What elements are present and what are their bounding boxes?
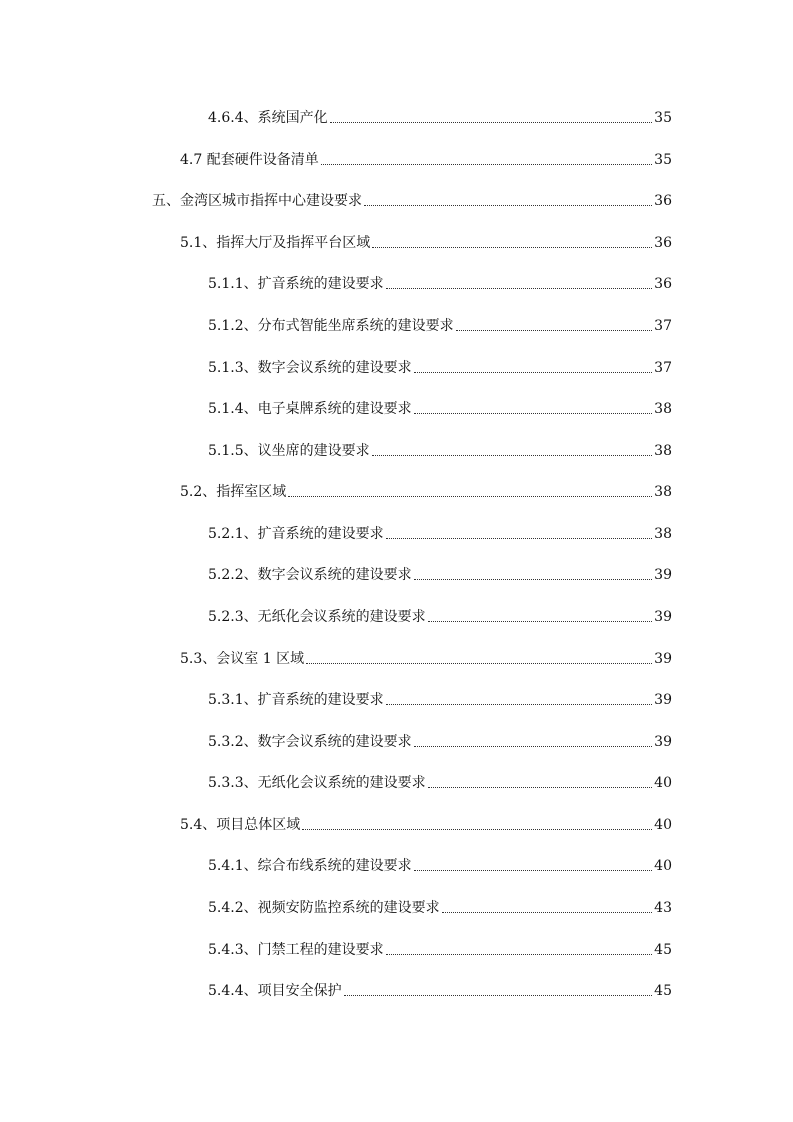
toc-entry-title: 5.4.2、视频安防监控系统的建设要求 xyxy=(208,900,440,916)
toc-entry-title: 5.4.4、项目安全保护 xyxy=(208,983,342,999)
toc-leader-dots xyxy=(306,663,652,664)
toc-entry-title: 5.1.1、扩音系统的建设要求 xyxy=(208,276,384,292)
toc-entry-page: 45 xyxy=(654,983,672,999)
toc-entry[interactable] xyxy=(180,229,672,253)
toc-entry-page: 39 xyxy=(654,651,672,667)
toc-entry-page: 35 xyxy=(654,110,672,126)
toc-leader-dots xyxy=(414,579,653,580)
toc-entry-page: 40 xyxy=(654,775,672,791)
toc-entry[interactable] xyxy=(180,645,672,669)
toc-leader-dots xyxy=(414,372,653,373)
toc-entry-title: 五、金湾区城市指挥中心建设要求 xyxy=(152,193,362,209)
toc-entry-title: 5.1、指挥大厅及指挥平台区域 xyxy=(180,235,371,251)
toc-entry[interactable] xyxy=(208,894,672,918)
toc-entry-title: 5.4、项目总体区域 xyxy=(180,817,301,833)
toc-entry[interactable] xyxy=(208,561,672,585)
toc-entry-page: 38 xyxy=(654,526,672,542)
toc-entry[interactable] xyxy=(208,437,672,461)
toc-entry-page: 37 xyxy=(654,318,672,334)
toc-entry[interactable] xyxy=(208,769,672,793)
toc-entry-page: 40 xyxy=(654,858,672,874)
toc-leader-dots xyxy=(386,704,653,705)
toc-entry[interactable] xyxy=(208,270,672,294)
toc-entry-title: 5.1.5、议坐席的建设要求 xyxy=(208,443,370,459)
toc-leader-dots xyxy=(386,954,653,955)
toc-entry[interactable] xyxy=(208,312,672,336)
toc-entry[interactable] xyxy=(152,187,672,211)
toc-entry-title: 5.1.3、数字会议系统的建设要求 xyxy=(208,360,412,376)
toc-entry[interactable] xyxy=(208,936,672,960)
toc-entry[interactable] xyxy=(208,354,672,378)
toc-entry[interactable] xyxy=(208,104,672,128)
toc-entry-page: 39 xyxy=(654,734,672,750)
toc-entry-title: 5.2.1、扩音系统的建设要求 xyxy=(208,526,384,542)
toc-entry[interactable] xyxy=(180,478,672,502)
toc-entry-title: 5.4.3、门禁工程的建设要求 xyxy=(208,942,384,958)
toc-entry[interactable] xyxy=(208,603,672,627)
toc-leader-dots xyxy=(372,247,652,248)
toc-entry-page: 36 xyxy=(654,193,672,209)
toc-entry-page: 38 xyxy=(654,484,672,500)
toc-leader-dots xyxy=(321,164,652,165)
toc-entry[interactable] xyxy=(180,146,672,170)
toc-leader-dots xyxy=(414,870,653,871)
toc-entry-title: 4.7 配套硬件设备清单 xyxy=(180,152,319,168)
toc-entry-page: 39 xyxy=(654,609,672,625)
toc-entry-title: 5.3.1、扩音系统的建设要求 xyxy=(208,692,384,708)
toc-entry-page: 39 xyxy=(654,692,672,708)
toc-entry-title: 5.2.2、数字会议系统的建设要求 xyxy=(208,567,412,583)
toc-leader-dots xyxy=(330,122,653,123)
toc-entry[interactable] xyxy=(208,395,672,419)
toc-leader-dots xyxy=(456,330,653,331)
toc-entry-page: 38 xyxy=(654,443,672,459)
toc-entry-page: 37 xyxy=(654,360,672,376)
toc-entry-page: 43 xyxy=(654,900,672,916)
toc-entry-page: 36 xyxy=(654,235,672,251)
toc-entry-title: 5.4.1、综合布线系统的建设要求 xyxy=(208,858,412,874)
toc-entry-page: 40 xyxy=(654,817,672,833)
toc-entry-title: 4.6.4、系统国产化 xyxy=(208,110,328,126)
toc-entry[interactable] xyxy=(180,811,672,835)
toc-entry-title: 5.3.3、无纸化会议系统的建设要求 xyxy=(208,775,426,791)
toc-leader-dots xyxy=(386,538,653,539)
toc-entry[interactable] xyxy=(208,852,672,876)
toc-entry-page: 38 xyxy=(654,401,672,417)
toc-leader-dots xyxy=(288,496,652,497)
toc-leader-dots xyxy=(372,455,653,456)
toc-entry-page: 36 xyxy=(654,276,672,292)
toc-entry[interactable] xyxy=(208,686,672,710)
toc-leader-dots xyxy=(344,995,653,996)
toc-entry[interactable] xyxy=(208,977,672,1001)
toc-entry-title: 5.2.3、无纸化会议系统的建设要求 xyxy=(208,609,426,625)
toc-leader-dots xyxy=(414,746,653,747)
toc-entry[interactable] xyxy=(208,728,672,752)
toc-entry-page: 45 xyxy=(654,942,672,958)
toc-entry-title: 5.1.4、电子桌牌系统的建设要求 xyxy=(208,401,412,417)
toc-leader-dots xyxy=(428,787,653,788)
toc-entry-page: 39 xyxy=(654,567,672,583)
toc-leader-dots xyxy=(302,829,652,830)
toc-entry-title: 5.3、会议室 1 区域 xyxy=(180,651,305,667)
toc-leader-dots xyxy=(442,912,653,913)
toc-entry-title: 5.3.2、数字会议系统的建设要求 xyxy=(208,734,412,750)
toc-entry-title: 5.1.2、分布式智能坐席系统的建设要求 xyxy=(208,318,454,334)
toc-leader-dots xyxy=(414,413,653,414)
toc-leader-dots xyxy=(428,621,653,622)
toc-leader-dots xyxy=(364,205,652,206)
toc-entry-page: 35 xyxy=(654,152,672,168)
toc-entry[interactable] xyxy=(208,520,672,544)
toc-leader-dots xyxy=(386,288,653,289)
toc-entry-title: 5.2、指挥室区域 xyxy=(180,484,287,500)
